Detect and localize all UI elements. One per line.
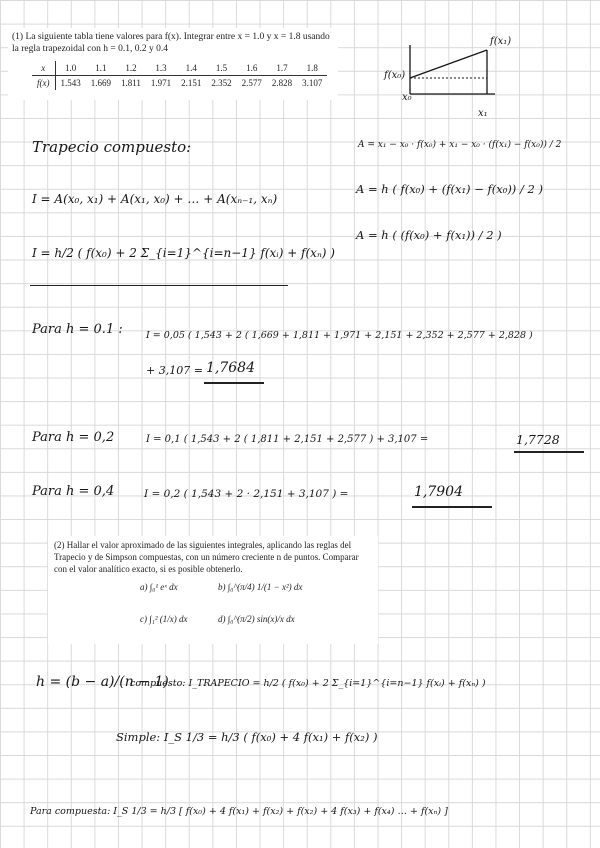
x-cell: 1.8 [297,61,327,76]
fx-cell: 2.828 [271,78,293,88]
fx-cell: 1.971 [150,78,172,88]
fx-cell: 3.107 [302,78,323,88]
integral-b: b) ∫₀^(π/4) 1/(1 − x²) dx [218,582,303,592]
x-row [32,61,327,76]
composite-sum: I = A(x₀, x₁) + A(x₁, x₀) + … + A(xₙ₋₁, xₙ) [32,192,278,206]
fx-cell: 1.543 [60,78,81,88]
composite-title: Trapecio compuesto: [32,138,192,156]
h-formula: h = (b − a)/(n − 1) [36,674,169,690]
problem2-clipping [48,536,378,644]
case-h04-label: Para h = 0,4 [32,484,115,499]
x-cell: 1.3 [146,61,176,76]
integral-d: d) ∫₀^(π/2) sin(x)/x dx [218,614,295,624]
integrals-list [48,581,378,641]
x-cell: 1.1 [86,61,116,76]
fx-cell: 2.151 [181,78,202,88]
label-fx1: f(x₁) [490,36,512,47]
label-fx0: f(x₀) [384,70,406,81]
x-cell: 1.0 [55,61,86,76]
fx-cell: 2.352 [211,78,232,88]
trapezoid-sketch [395,40,495,100]
x-cell: 1.4 [176,61,206,76]
result-h02-underline [514,451,584,453]
trapecio-compuesto: compuesto: I_TRAPECIO = h/2 ( f(x₀) + 2 Σ_{i=1}^{i=n−1} f(xᵢ) + f(xₙ) ) [130,678,486,689]
result-h04-underline [412,506,492,508]
case-h01-cont: + 3,107 = [146,364,203,377]
sketch-secant-line [410,50,487,78]
case-h01-result: 1,7684 [206,360,255,376]
x-cell: 1.7 [267,61,297,76]
case-h01-expr: I = 0,05 ( 1,543 + 2 ( 1,669 + 1,811 + 1,971 + 2,151 + 2,352 + 2,577 + 2,828 ) [146,330,533,341]
label-x0: x₀ [402,92,412,103]
x-cell: 1.6 [237,61,267,76]
result-h01-underline [204,382,264,384]
composite-formula: I = h/2 ( f(x₀) + 2 Σ_{i=1}^{i=n−1} f(xᵢ) + f(xₙ) ) [32,246,335,260]
simpson-simple: Simple: I_S 1/3 = h/3 ( f(x₀) + 4 f(x₁) + f(x₂) ) [116,730,378,744]
separator-rule [30,285,288,286]
x-label: x [32,61,55,76]
case-h04-result: 1,7904 [414,484,463,500]
area-formula-1: A = x₁ − x₀ · f(x₀) + x₁ − x₀ · (f(x₁) − f(x₀)) / 2 [358,140,562,150]
integral-a: a) ∫₀¹ eˣ dx [140,582,178,592]
fx-row [32,76,327,91]
area-formula-3: A = h ( (f(x₀) + f(x₁)) / 2 ) [356,228,502,242]
fx-cell: 2.577 [241,78,262,88]
case-h02-expr: I = 0,1 ( 1,543 + 2 ( 1,811 + 2,151 + 2,577 ) + 3,107 = [146,434,429,445]
fx-cell: 1.669 [90,78,111,88]
case-h02-label: Para h = 0,2 [32,430,115,445]
integral-c: c) ∫₁² (1/x) dx [140,614,188,624]
x-cell: 1.2 [116,61,146,76]
area-formula-2: A = h ( f(x₀) + (f(x₁) − f(x₀)) / 2 ) [356,182,543,196]
problem1-clipping [8,28,338,100]
values-table [32,61,327,90]
simpson-compuesta: Para compuesta: I_S 1/3 = h/3 [ f(x₀) + 4 f(x₁) + f(x₂) + f(x₂) + 4 f(x₃) + f(x₄) … + f(xₙ) ] [30,806,448,817]
fx-label: f(x) [32,76,55,91]
case-h01-label: Para h = 0.1 : [32,322,123,337]
problem2-statement: (2) Hallar el valor aproximado de las siguientes integrales, aplicando las reglas del Trapecio y de Simpson compuestas, con un número creciente n de puntos. Comparar con el valor analítico exacto, si es posible obtenerlo. [54,540,359,574]
x-cell: 1.5 [206,61,236,76]
problem1-statement: (1) La siguiente tabla tiene valores para f(x). Integrar entre x = 1.0 y x = 1.8 usando la regla trapezoidal con h = 0.1, 0.2 y 0.4 [12,32,330,54]
fx-cell: 1.811 [121,78,141,88]
case-h04-expr: I = 0,2 ( 1,543 + 2 · 2,151 + 3,107 ) = [144,488,349,500]
case-h02-result: 1,7728 [516,432,560,447]
label-x1: x₁ [478,108,488,119]
